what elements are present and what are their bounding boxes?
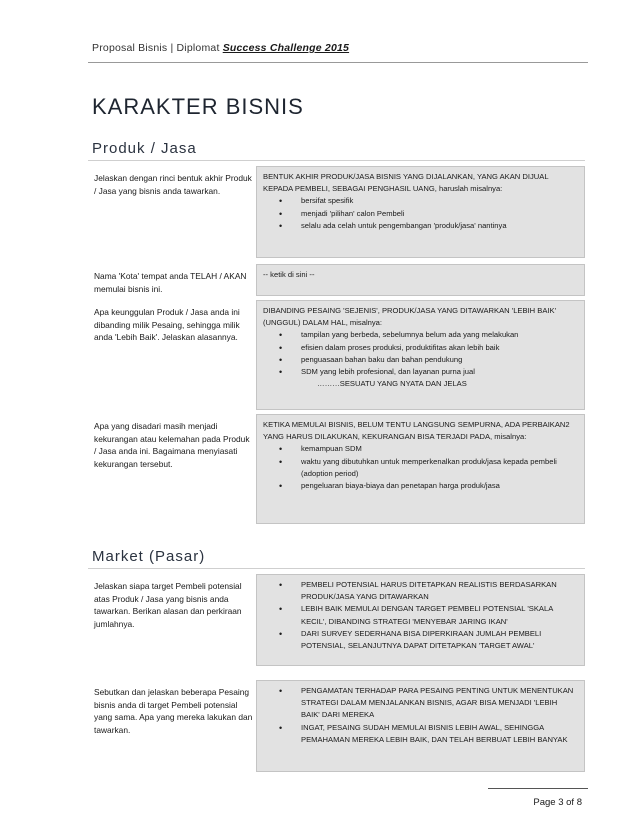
answer-box[interactable]: [256, 300, 585, 410]
row-question: Apa yang disadari masih menjadi kekurangan atau kelemahan pada Produk / Jasa anda ini. Bagaimana menyiasati kekurangan tersebut.: [94, 421, 250, 469]
answer-placeholder: -- ketik di sini --: [263, 270, 315, 279]
list-item: • kemampuan SDM: [263, 443, 578, 455]
list-item: • bersifat spesifik: [263, 195, 578, 207]
list-item: • SDM yang lebih profesional, dan layanan purna jual: [263, 366, 578, 378]
page-title: KARAKTER BISNIS: [92, 94, 304, 119]
list-item: • menjadi 'pilihan' calon Pembeli: [263, 208, 578, 220]
answer-list: [263, 329, 578, 378]
list-item: • tampilan yang berbeda, sebelumnya belum ada yang melakukan: [263, 329, 578, 341]
row-question: Sebutkan dan jelaskan beberapa Pesaing bisnis anda di target Pembeli potensial yang sama. Apa yang mereka lakukan dan tawarkan.: [94, 687, 253, 735]
list-item: • pengeluaran biaya-biaya dan penetapan harga produk/jasa: [263, 480, 578, 492]
answer-list: [263, 195, 578, 232]
answer-box[interactable]: [256, 574, 585, 666]
list-item: • penguasaan bahan baku dan bahan pendukung: [263, 354, 578, 366]
page-number: Page 3 of 8: [533, 797, 582, 808]
answer-list: [263, 579, 578, 652]
list-item: • selalu ada celah untuk pengembangan 'produk/jasa' nantinya: [263, 220, 578, 232]
answer-box[interactable]: [256, 264, 585, 296]
list-item: • PENGAMATAN TERHADAP PARA PESAING PENTING UNTUK MENENTUKAN STRATEGI DALAM MENJALANKAN BISNIS, AGAR BISA MENJADI 'LEBIH BAIK' DARI MEREKA: [263, 685, 578, 722]
header-text: Proposal Bisnis | Diplomat: [92, 42, 223, 54]
list-item: • LEBIH BAIK MEMULAI DENGAN TARGET PEMBELI POTENSIAL 'SKALA KECIL', DIBANDING STRATEGI 'MENYEBAR JARING IKAN': [263, 603, 578, 627]
header-divider: [88, 62, 588, 63]
answer-list: [263, 685, 578, 746]
row-question: Nama 'Kota' tempat anda TELAH / AKAN memulai bisnis ini.: [94, 271, 247, 294]
answer-intro: KETIKA MEMULAI BISNIS, BELUM TENTU LANGSUNG SEMPURNA, ADA PERBAIKAN2 YANG HARUS DILAKUKAN, KEKURANGAN BISA TERJADI PADA, misalnya:: [263, 420, 570, 442]
row-question: Jelaskan siapa target Pembeli potensial atas Produk / Jasa yang bisnis anda tawarkan. Berikan alasan dan perkiraan jumlahnya.: [94, 581, 242, 629]
row-question: Jelaskan dengan rinci bentuk akhir Produk / Jasa yang bisnis anda tawarkan.: [94, 173, 252, 196]
list-item: • efisien dalam proses produksi, produktifitas akan lebih baik: [263, 342, 578, 354]
section-divider: [88, 160, 585, 161]
answer-intro: BENTUK AKHIR PRODUK/JASA BISNIS YANG DIJALANKAN, YANG AKAN DIJUAL KEPADA PEMBELI, SEBAGAI PENGHASIL UANG, haruslah misalnya:: [263, 172, 549, 194]
answer-box[interactable]: [256, 414, 585, 524]
list-item: • waktu yang dibutuhkan untuk memperkenalkan produk/jasa kepada pembeli (adoption period): [263, 456, 578, 480]
section-divider: [88, 568, 585, 569]
list-item: • PEMBELI POTENSIAL HARUS DITETAPKAN REALISTIS BERDASARKAN PRODUK/JASA YANG DITAWARKAN: [263, 579, 578, 603]
header-highlight: Success Challenge 2015: [222, 42, 350, 54]
row-question: Apa keunggulan Produk / Jasa anda ini dibanding milik Pesaing, sehingga milik anda 'Lebih Baik'. Jelaskan alasannya.: [94, 307, 240, 343]
list-item: • DARI SURVEY SEDERHANA BISA DIPERKIRAAN JUMLAH PEMBELI POTENSIAL, SELANJUTNYA DAPAT DITETAPKAN 'TARGET AWAL': [263, 628, 578, 652]
page-header: [92, 42, 349, 54]
answer-box[interactable]: [256, 680, 585, 772]
answer-tail: ………SESUATU YANG NYATA DAN JELAS: [317, 379, 467, 389]
answer-list: [263, 443, 578, 492]
footer-divider: [488, 788, 588, 789]
section-title-market: Market (Pasar): [92, 548, 206, 565]
answer-intro: DIBANDING PESAING 'SEJENIS', PRODUK/JASA YANG DITAWARKAN 'LEBIH BAIK' (UNGGUL) DALAM HAL, misalnya:: [263, 306, 557, 328]
section-title-produk: Produk / Jasa: [92, 140, 197, 157]
list-item: • INGAT, PESAING SUDAH MEMULAI BISNIS LEBIH AWAL, SEHINGGA PEMAHAMAN MEREKA LEBIH BAIK, DAN TELAH BERBUAT LEBIH BANYAK: [263, 722, 578, 746]
answer-box[interactable]: [256, 166, 585, 258]
